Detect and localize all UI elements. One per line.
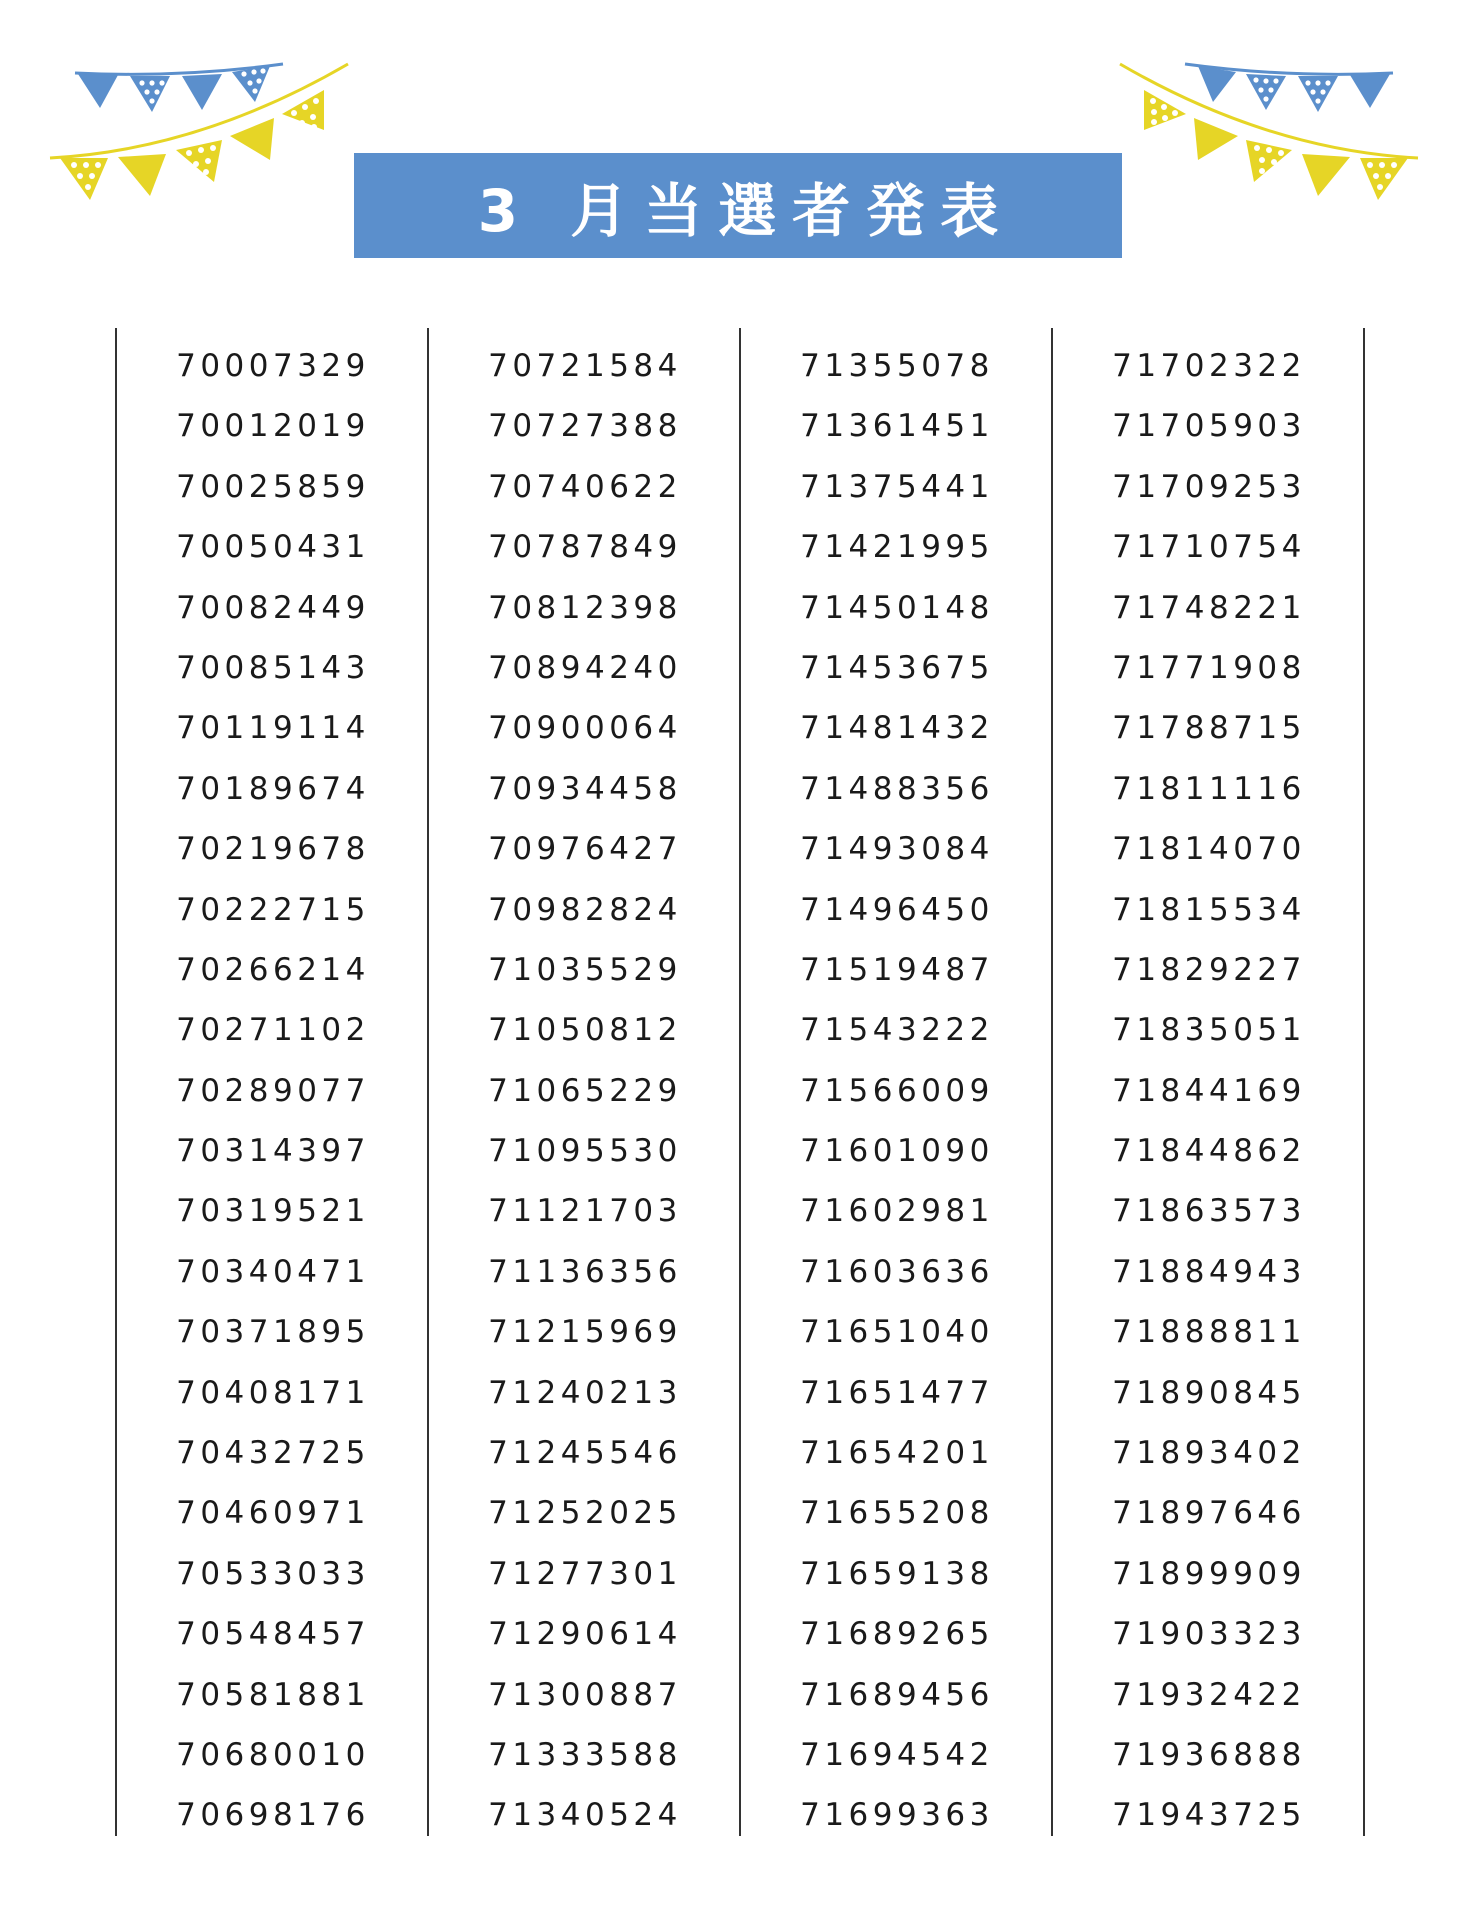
winner-number: 70900064 (488, 710, 682, 747)
winner-number: 70371895 (176, 1314, 370, 1351)
winners-column-1 (117, 336, 429, 1836)
winner-number: 71844169 (1112, 1072, 1306, 1109)
winner-number: 71893402 (1112, 1435, 1306, 1472)
winner-number: 71655208 (800, 1495, 994, 1532)
title-banner (354, 153, 1122, 258)
winner-number: 71705903 (1112, 408, 1306, 445)
winner-number: 71453675 (800, 649, 994, 686)
winner-number: 71245546 (488, 1435, 682, 1472)
winner-number: 71709253 (1112, 468, 1306, 505)
winners-column-3 (741, 336, 1053, 1836)
winner-number: 70581881 (176, 1676, 370, 1713)
winner-number: 71659138 (800, 1555, 994, 1592)
winner-number: 70812398 (488, 589, 682, 626)
winner-number: 70289077 (176, 1072, 370, 1109)
winner-number: 71215969 (488, 1314, 682, 1351)
winner-number: 70271102 (176, 1012, 370, 1049)
winner-number: 71375441 (800, 468, 994, 505)
winner-number: 71493084 (800, 831, 994, 868)
winner-number: 71835051 (1112, 1012, 1306, 1049)
winner-number: 71519487 (800, 951, 994, 988)
winner-number: 71252025 (488, 1495, 682, 1532)
winner-number: 70432725 (176, 1435, 370, 1472)
winner-number: 70314397 (176, 1133, 370, 1170)
winner-number: 71702322 (1112, 348, 1306, 384)
winner-number: 70894240 (488, 649, 682, 686)
winner-number: 71788715 (1112, 710, 1306, 747)
winner-number: 71844862 (1112, 1133, 1306, 1170)
winner-number: 71095530 (488, 1133, 682, 1170)
winner-number: 71496450 (800, 891, 994, 928)
winner-number: 71884943 (1112, 1253, 1306, 1290)
winner-number: 71240213 (488, 1374, 682, 1411)
winner-number: 71121703 (488, 1193, 682, 1230)
winner-number: 71932422 (1112, 1676, 1306, 1713)
winner-number: 71748221 (1112, 589, 1306, 626)
winner-number: 70007329 (176, 348, 370, 384)
winner-number: 71651477 (800, 1374, 994, 1411)
bunting-right-decoration (1108, 0, 1468, 230)
winner-number: 70189674 (176, 770, 370, 807)
winner-number: 71481432 (800, 710, 994, 747)
winner-number: 70740622 (488, 468, 682, 505)
winner-number: 70119114 (176, 710, 370, 747)
winner-number: 71333588 (488, 1736, 682, 1773)
winner-number: 70219678 (176, 831, 370, 868)
winner-number: 71771908 (1112, 649, 1306, 686)
winner-number: 70266214 (176, 951, 370, 988)
winner-number: 71277301 (488, 1555, 682, 1592)
winners-column-4 (1053, 336, 1365, 1836)
winner-number: 70222715 (176, 891, 370, 928)
winner-number: 71694542 (800, 1736, 994, 1773)
winner-number: 71290614 (488, 1616, 682, 1653)
winner-number: 70721584 (488, 348, 682, 384)
winner-number: 71603636 (800, 1253, 994, 1290)
winner-number: 71450148 (800, 589, 994, 626)
winner-number: 70460971 (176, 1495, 370, 1532)
winner-number: 71065229 (488, 1072, 682, 1109)
winner-number: 71602981 (800, 1193, 994, 1230)
winner-number: 70982824 (488, 891, 682, 928)
winner-number: 71888811 (1112, 1314, 1306, 1351)
winner-number: 71897646 (1112, 1495, 1306, 1532)
winner-number: 71421995 (800, 529, 994, 566)
winner-number: 70680010 (176, 1736, 370, 1773)
winner-number: 71651040 (800, 1314, 994, 1351)
winners-table (115, 328, 1365, 1836)
winners-column-2 (429, 336, 741, 1836)
winner-number: 70408171 (176, 1374, 370, 1411)
winner-number: 70082449 (176, 589, 370, 626)
winner-number: 71811116 (1112, 770, 1306, 807)
winner-number: 70787849 (488, 529, 682, 566)
winner-number: 70698176 (176, 1797, 370, 1834)
winner-number: 71566009 (800, 1072, 994, 1109)
winner-number: 71136356 (488, 1253, 682, 1290)
winner-number: 71943725 (1112, 1797, 1306, 1834)
winner-number: 71035529 (488, 951, 682, 988)
winner-number: 71654201 (800, 1435, 994, 1472)
winner-number: 71361451 (800, 408, 994, 445)
winner-number: 70025859 (176, 468, 370, 505)
bunting-left-decoration (0, 0, 360, 230)
winner-number: 71340524 (488, 1797, 682, 1834)
winner-number: 71689456 (800, 1676, 994, 1713)
winner-number: 71815534 (1112, 891, 1306, 928)
winner-number: 70050431 (176, 529, 370, 566)
winner-number: 71829227 (1112, 951, 1306, 988)
winner-number: 70548457 (176, 1616, 370, 1653)
winner-number: 70012019 (176, 408, 370, 445)
winner-number: 71936888 (1112, 1736, 1306, 1773)
winner-number: 71899909 (1112, 1555, 1306, 1592)
winner-number: 70319521 (176, 1193, 370, 1230)
winner-number: 70727388 (488, 408, 682, 445)
winner-number: 71689265 (800, 1616, 994, 1653)
winner-number: 71355078 (800, 348, 994, 384)
winner-number: 70934458 (488, 770, 682, 807)
winner-number: 71710754 (1112, 529, 1306, 566)
winner-number: 71543222 (800, 1012, 994, 1049)
winner-number: 71601090 (800, 1133, 994, 1170)
winner-number: 70340471 (176, 1253, 370, 1290)
winner-number: 70533033 (176, 1555, 370, 1592)
winner-number: 71903323 (1112, 1616, 1306, 1653)
winner-number: 70976427 (488, 831, 682, 868)
page-title: 3 月当選者発表 (477, 176, 1015, 245)
winner-number: 71300887 (488, 1676, 682, 1713)
winner-number: 71050812 (488, 1012, 682, 1049)
winner-number: 70085143 (176, 649, 370, 686)
winner-number: 71488356 (800, 770, 994, 807)
winner-number: 71699363 (800, 1797, 994, 1834)
winner-number: 71814070 (1112, 831, 1306, 868)
winner-number: 71890845 (1112, 1374, 1306, 1411)
winner-number: 71863573 (1112, 1193, 1306, 1230)
